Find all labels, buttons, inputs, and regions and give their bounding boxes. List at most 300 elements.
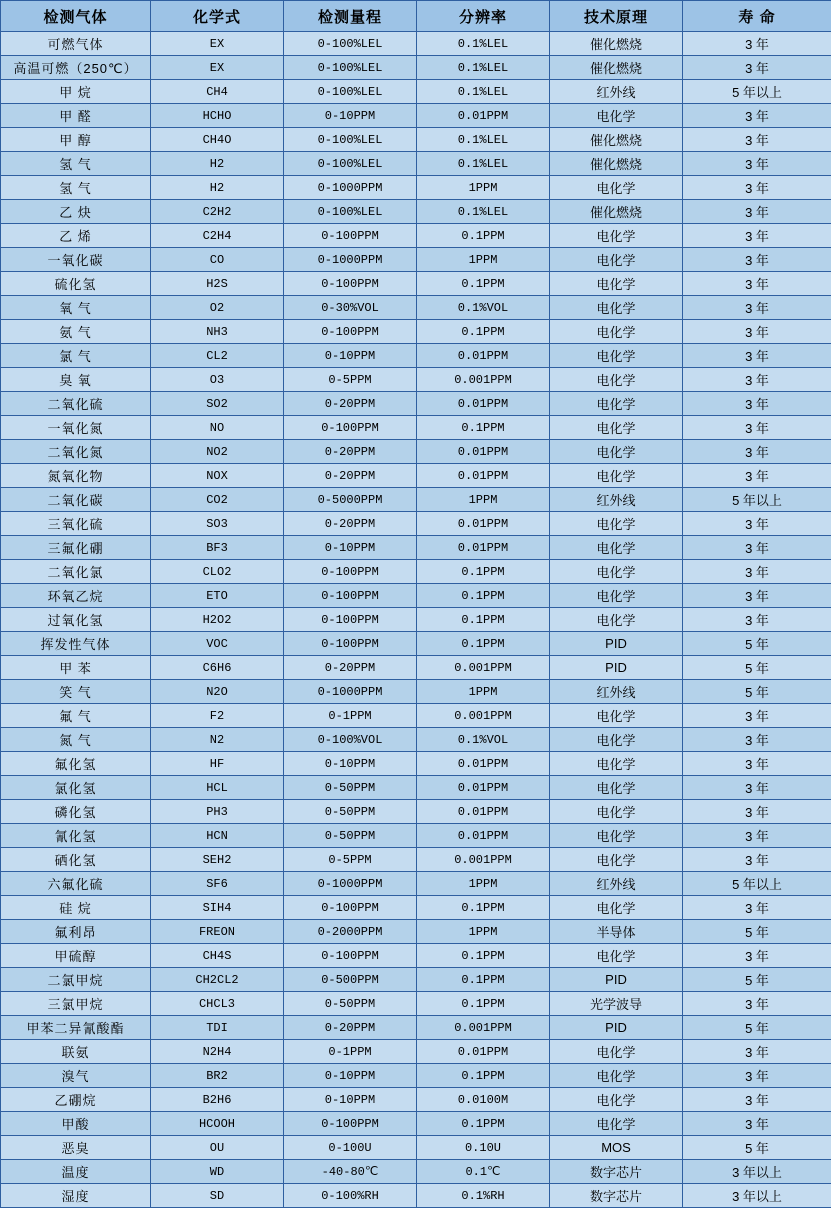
cell-gas: 乙硼烷 [1, 1088, 151, 1112]
cell-gas: 溴气 [1, 1064, 151, 1088]
cell-resolution: 0.1PPM [417, 944, 550, 968]
cell-resolution: 0.001PPM [417, 656, 550, 680]
cell-range: 0-1000PPM [284, 680, 417, 704]
cell-principle: 电化学 [550, 728, 683, 752]
cell-formula: SF6 [151, 872, 284, 896]
cell-formula: HCL [151, 776, 284, 800]
cell-formula: O3 [151, 368, 284, 392]
column-header-range: 检测量程 [284, 1, 417, 32]
table-body [1, 32, 831, 1208]
table-row [1, 632, 831, 656]
cell-resolution: 0.001PPM [417, 848, 550, 872]
cell-principle: 电化学 [550, 1112, 683, 1136]
cell-formula: EX [151, 32, 284, 56]
cell-gas: 氯 气 [1, 344, 151, 368]
cell-resolution: 1PPM [417, 248, 550, 272]
cell-range: 0-5PPM [284, 368, 417, 392]
cell-range: 0-20PPM [284, 464, 417, 488]
cell-principle: 电化学 [550, 176, 683, 200]
cell-principle: 电化学 [550, 224, 683, 248]
cell-resolution: 0.1PPM [417, 416, 550, 440]
cell-range: 0-50PPM [284, 824, 417, 848]
table-row [1, 200, 831, 224]
cell-gas: 二氧化硫 [1, 392, 151, 416]
cell-formula: NH3 [151, 320, 284, 344]
table-row [1, 1064, 831, 1088]
table-row [1, 800, 831, 824]
cell-lifespan: 5 年 [683, 1136, 831, 1160]
cell-gas: 六氟化硫 [1, 872, 151, 896]
table-row [1, 248, 831, 272]
table-row [1, 272, 831, 296]
cell-lifespan: 3 年 [683, 104, 831, 128]
cell-principle: 电化学 [550, 1088, 683, 1112]
cell-resolution: 0.1PPM [417, 608, 550, 632]
cell-resolution: 0.1%LEL [417, 200, 550, 224]
cell-principle: 电化学 [550, 848, 683, 872]
cell-range: 0-100PPM [284, 272, 417, 296]
cell-formula: CO [151, 248, 284, 272]
cell-lifespan: 3 年 [683, 1064, 831, 1088]
cell-principle: 电化学 [550, 944, 683, 968]
cell-gas: 硅 烷 [1, 896, 151, 920]
table-row [1, 1136, 831, 1160]
cell-lifespan: 5 年 [683, 1016, 831, 1040]
cell-formula: SD [151, 1184, 284, 1208]
cell-range: 0-10PPM [284, 1064, 417, 1088]
cell-range: 0-1000PPM [284, 248, 417, 272]
table-row [1, 488, 831, 512]
cell-principle: 电化学 [550, 752, 683, 776]
table-row [1, 1040, 831, 1064]
cell-range: 0-100PPM [284, 608, 417, 632]
cell-principle: 电化学 [550, 584, 683, 608]
cell-range: 0-50PPM [284, 776, 417, 800]
cell-gas: 甲 烷 [1, 80, 151, 104]
table-row [1, 656, 831, 680]
cell-principle: 电化学 [550, 392, 683, 416]
cell-gas: 氢 气 [1, 152, 151, 176]
cell-resolution: 0.01PPM [417, 824, 550, 848]
cell-principle: 电化学 [550, 1040, 683, 1064]
table-row [1, 56, 831, 80]
cell-formula: HCHO [151, 104, 284, 128]
cell-principle: PID [550, 1016, 683, 1040]
cell-resolution: 0.1%VOL [417, 728, 550, 752]
table-row [1, 536, 831, 560]
cell-gas: 一氧化氮 [1, 416, 151, 440]
cell-gas: 氟化氢 [1, 752, 151, 776]
cell-gas: 硫化氢 [1, 272, 151, 296]
cell-gas: 二氧化碳 [1, 488, 151, 512]
cell-formula: NOX [151, 464, 284, 488]
cell-lifespan: 5 年 [683, 656, 831, 680]
cell-principle: 电化学 [550, 512, 683, 536]
cell-principle: 电化学 [550, 800, 683, 824]
cell-resolution: 0.01PPM [417, 392, 550, 416]
cell-formula: TDI [151, 1016, 284, 1040]
table-row [1, 368, 831, 392]
cell-range: 0-100%LEL [284, 128, 417, 152]
cell-gas: 三氟化硼 [1, 536, 151, 560]
cell-resolution: 0.01PPM [417, 776, 550, 800]
cell-gas: 温度 [1, 1160, 151, 1184]
cell-principle: 电化学 [550, 824, 683, 848]
table-row [1, 80, 831, 104]
cell-principle: 电化学 [550, 320, 683, 344]
cell-range: 0-100PPM [284, 320, 417, 344]
cell-formula: BR2 [151, 1064, 284, 1088]
cell-lifespan: 3 年 [683, 416, 831, 440]
cell-gas: 甲硫醇 [1, 944, 151, 968]
cell-gas: 甲苯二异氰酸酯 [1, 1016, 151, 1040]
cell-resolution: 0.01PPM [417, 752, 550, 776]
cell-principle: 电化学 [550, 296, 683, 320]
table-row [1, 968, 831, 992]
cell-principle: MOS [550, 1136, 683, 1160]
cell-principle: 电化学 [550, 896, 683, 920]
cell-principle: 电化学 [550, 464, 683, 488]
table-row [1, 752, 831, 776]
cell-gas: 氟 气 [1, 704, 151, 728]
cell-formula: ETO [151, 584, 284, 608]
cell-gas: 氧 气 [1, 296, 151, 320]
column-header-gas: 检测气体 [1, 1, 151, 32]
cell-resolution: 0.01PPM [417, 344, 550, 368]
cell-resolution: 1PPM [417, 176, 550, 200]
cell-range: 0-100%LEL [284, 80, 417, 104]
cell-formula: NO [151, 416, 284, 440]
cell-formula: CH2CL2 [151, 968, 284, 992]
cell-principle: 红外线 [550, 872, 683, 896]
cell-principle: 催化燃烧 [550, 128, 683, 152]
cell-lifespan: 3 年 [683, 248, 831, 272]
cell-gas: 联氨 [1, 1040, 151, 1064]
cell-range: 0-20PPM [284, 656, 417, 680]
table-row [1, 1184, 831, 1208]
cell-resolution: 0.1PPM [417, 1112, 550, 1136]
cell-range: 0-1PPM [284, 1040, 417, 1064]
cell-lifespan: 3 年 [683, 320, 831, 344]
cell-principle: 电化学 [550, 416, 683, 440]
cell-resolution: 0.1PPM [417, 968, 550, 992]
cell-lifespan: 3 年 [683, 776, 831, 800]
cell-range: 0-100PPM [284, 224, 417, 248]
cell-gas: 硒化氢 [1, 848, 151, 872]
cell-lifespan: 3 年 [683, 296, 831, 320]
table-row [1, 416, 831, 440]
cell-principle: 红外线 [550, 680, 683, 704]
cell-resolution: 0.01PPM [417, 800, 550, 824]
cell-lifespan: 3 年 [683, 32, 831, 56]
column-header-resolution: 分辨率 [417, 1, 550, 32]
cell-lifespan: 3 年 [683, 536, 831, 560]
cell-principle: 电化学 [550, 104, 683, 128]
cell-lifespan: 3 年 [683, 1088, 831, 1112]
cell-principle: 催化燃烧 [550, 152, 683, 176]
cell-lifespan: 3 年以上 [683, 1184, 831, 1208]
cell-formula: C6H6 [151, 656, 284, 680]
cell-formula: H2O2 [151, 608, 284, 632]
table-row [1, 920, 831, 944]
table-row [1, 824, 831, 848]
cell-formula: HF [151, 752, 284, 776]
cell-lifespan: 5 年以上 [683, 80, 831, 104]
cell-range: 0-10PPM [284, 104, 417, 128]
cell-principle: PID [550, 632, 683, 656]
cell-lifespan: 5 年以上 [683, 488, 831, 512]
table-row [1, 392, 831, 416]
cell-resolution: 0.01PPM [417, 104, 550, 128]
cell-formula: H2S [151, 272, 284, 296]
table-row [1, 584, 831, 608]
cell-principle: 数字芯片 [550, 1160, 683, 1184]
cell-resolution: 0.1PPM [417, 560, 550, 584]
cell-gas: 一氧化碳 [1, 248, 151, 272]
cell-resolution: 0.1%LEL [417, 128, 550, 152]
cell-resolution: 0.01PPM [417, 512, 550, 536]
cell-gas: 过氧化氢 [1, 608, 151, 632]
cell-lifespan: 3 年 [683, 56, 831, 80]
cell-formula: NO2 [151, 440, 284, 464]
cell-principle: 电化学 [550, 608, 683, 632]
cell-resolution: 0.0100M [417, 1088, 550, 1112]
cell-gas: 二氧化氮 [1, 440, 151, 464]
cell-formula: SIH4 [151, 896, 284, 920]
cell-formula: C2H2 [151, 200, 284, 224]
cell-principle: PID [550, 968, 683, 992]
cell-lifespan: 5 年 [683, 968, 831, 992]
cell-range: 0-100PPM [284, 416, 417, 440]
cell-gas: 乙 烯 [1, 224, 151, 248]
table-header [1, 1, 831, 32]
cell-range: 0-10PPM [284, 1088, 417, 1112]
table-row [1, 296, 831, 320]
cell-resolution: 0.1%LEL [417, 80, 550, 104]
cell-formula: F2 [151, 704, 284, 728]
cell-lifespan: 3 年 [683, 152, 831, 176]
cell-range: 0-20PPM [284, 392, 417, 416]
cell-lifespan: 3 年 [683, 1040, 831, 1064]
cell-range: -40-80℃ [284, 1160, 417, 1184]
cell-principle: 电化学 [550, 368, 683, 392]
cell-resolution: 0.1%LEL [417, 56, 550, 80]
cell-gas: 氯化氢 [1, 776, 151, 800]
table-row [1, 1016, 831, 1040]
cell-lifespan: 3 年 [683, 896, 831, 920]
cell-range: 0-10PPM [284, 344, 417, 368]
cell-gas: 氟利昂 [1, 920, 151, 944]
cell-range: 0-100U [284, 1136, 417, 1160]
cell-gas: 氢 气 [1, 176, 151, 200]
cell-lifespan: 3 年 [683, 608, 831, 632]
cell-resolution: 0.1PPM [417, 320, 550, 344]
cell-resolution: 0.1PPM [417, 632, 550, 656]
cell-principle: 红外线 [550, 80, 683, 104]
cell-lifespan: 3 年 [683, 800, 831, 824]
cell-formula: CH4O [151, 128, 284, 152]
cell-range: 0-20PPM [284, 440, 417, 464]
cell-gas: 甲 醇 [1, 128, 151, 152]
table-row [1, 848, 831, 872]
cell-gas: 二氯甲烷 [1, 968, 151, 992]
cell-gas: 三氧化硫 [1, 512, 151, 536]
cell-principle: 红外线 [550, 488, 683, 512]
cell-formula: H2 [151, 176, 284, 200]
cell-resolution: 0.001PPM [417, 704, 550, 728]
cell-range: 0-100%LEL [284, 152, 417, 176]
table-row [1, 104, 831, 128]
cell-principle: PID [550, 656, 683, 680]
cell-range: 0-1PPM [284, 704, 417, 728]
cell-gas: 恶臭 [1, 1136, 151, 1160]
cell-lifespan: 3 年 [683, 200, 831, 224]
cell-gas: 氮氧化物 [1, 464, 151, 488]
table-row [1, 776, 831, 800]
column-header-principle: 技术原理 [550, 1, 683, 32]
cell-lifespan: 3 年 [683, 392, 831, 416]
table-row [1, 32, 831, 56]
cell-formula: O2 [151, 296, 284, 320]
cell-lifespan: 3 年 [683, 1112, 831, 1136]
cell-resolution: 0.01PPM [417, 1040, 550, 1064]
cell-range: 0-30%VOL [284, 296, 417, 320]
cell-range: 0-5PPM [284, 848, 417, 872]
cell-resolution: 1PPM [417, 680, 550, 704]
table-row [1, 1112, 831, 1136]
table-header-row [1, 1, 831, 32]
table-row [1, 512, 831, 536]
cell-formula: CO2 [151, 488, 284, 512]
cell-formula: FREON [151, 920, 284, 944]
cell-gas: 二氧化氯 [1, 560, 151, 584]
cell-formula: H2 [151, 152, 284, 176]
cell-resolution: 0.1PPM [417, 224, 550, 248]
cell-lifespan: 3 年 [683, 560, 831, 584]
cell-lifespan: 3 年 [683, 176, 831, 200]
table-row [1, 176, 831, 200]
cell-formula: B2H6 [151, 1088, 284, 1112]
cell-lifespan: 3 年 [683, 584, 831, 608]
cell-gas: 笑 气 [1, 680, 151, 704]
cell-lifespan: 3 年 [683, 440, 831, 464]
cell-formula: HCOOH [151, 1112, 284, 1136]
cell-principle: 电化学 [550, 344, 683, 368]
cell-resolution: 0.01PPM [417, 464, 550, 488]
cell-range: 0-100%RH [284, 1184, 417, 1208]
cell-principle: 电化学 [550, 560, 683, 584]
cell-formula: PH3 [151, 800, 284, 824]
cell-lifespan: 3 年 [683, 272, 831, 296]
cell-formula: SO2 [151, 392, 284, 416]
cell-lifespan: 3 年 [683, 992, 831, 1016]
cell-range: 0-10PPM [284, 536, 417, 560]
cell-gas: 环氧乙烷 [1, 584, 151, 608]
cell-principle: 电化学 [550, 440, 683, 464]
cell-lifespan: 3 年 [683, 464, 831, 488]
cell-range: 0-100%LEL [284, 56, 417, 80]
cell-resolution: 0.1%LEL [417, 32, 550, 56]
cell-principle: 催化燃烧 [550, 56, 683, 80]
cell-range: 0-1000PPM [284, 176, 417, 200]
cell-gas: 乙 炔 [1, 200, 151, 224]
cell-formula: SO3 [151, 512, 284, 536]
cell-range: 0-10PPM [284, 752, 417, 776]
table-row [1, 704, 831, 728]
cell-range: 0-100PPM [284, 944, 417, 968]
cell-lifespan: 5 年以上 [683, 872, 831, 896]
cell-principle: 电化学 [550, 536, 683, 560]
table-row [1, 1160, 831, 1184]
cell-principle: 催化燃烧 [550, 32, 683, 56]
cell-formula: WD [151, 1160, 284, 1184]
cell-lifespan: 3 年 [683, 224, 831, 248]
cell-range: 0-1000PPM [284, 872, 417, 896]
cell-gas: 可燃气体 [1, 32, 151, 56]
cell-range: 0-500PPM [284, 968, 417, 992]
cell-gas: 氰化氢 [1, 824, 151, 848]
cell-lifespan: 5 年 [683, 680, 831, 704]
table-row [1, 152, 831, 176]
cell-lifespan: 3 年 [683, 728, 831, 752]
cell-resolution: 0.1%LEL [417, 152, 550, 176]
cell-principle: 半导体 [550, 920, 683, 944]
cell-formula: EX [151, 56, 284, 80]
cell-formula: CHCL3 [151, 992, 284, 1016]
cell-principle: 光学波导 [550, 992, 683, 1016]
table-row [1, 464, 831, 488]
cell-resolution: 0.1PPM [417, 272, 550, 296]
cell-formula: C2H4 [151, 224, 284, 248]
cell-gas: 氨 气 [1, 320, 151, 344]
table-row [1, 1088, 831, 1112]
cell-formula: SEH2 [151, 848, 284, 872]
cell-principle: 电化学 [550, 1064, 683, 1088]
cell-range: 0-100PPM [284, 560, 417, 584]
cell-range: 0-100PPM [284, 632, 417, 656]
cell-formula: VOC [151, 632, 284, 656]
cell-gas: 甲 苯 [1, 656, 151, 680]
cell-gas: 高温可燃（250℃） [1, 56, 151, 80]
cell-lifespan: 3 年 [683, 848, 831, 872]
table-row [1, 680, 831, 704]
cell-lifespan: 3 年 [683, 944, 831, 968]
cell-range: 0-100PPM [284, 896, 417, 920]
table-row [1, 344, 831, 368]
cell-resolution: 0.1PPM [417, 992, 550, 1016]
cell-lifespan: 3 年 [683, 824, 831, 848]
cell-formula: CH4 [151, 80, 284, 104]
cell-gas: 甲酸 [1, 1112, 151, 1136]
cell-resolution: 0.1PPM [417, 1064, 550, 1088]
cell-range: 0-100PPM [284, 584, 417, 608]
table-row [1, 728, 831, 752]
cell-formula: N2O [151, 680, 284, 704]
cell-lifespan: 5 年 [683, 632, 831, 656]
cell-range: 0-20PPM [284, 1016, 417, 1040]
cell-principle: 数字芯片 [550, 1184, 683, 1208]
cell-gas: 磷化氢 [1, 800, 151, 824]
cell-gas: 湿度 [1, 1184, 151, 1208]
cell-gas: 甲 醛 [1, 104, 151, 128]
table-row [1, 992, 831, 1016]
cell-range: 0-100%VOL [284, 728, 417, 752]
cell-range: 0-2000PPM [284, 920, 417, 944]
table-row [1, 560, 831, 584]
cell-resolution: 0.1℃ [417, 1160, 550, 1184]
column-header-formula: 化学式 [151, 1, 284, 32]
cell-lifespan: 3 年 [683, 368, 831, 392]
